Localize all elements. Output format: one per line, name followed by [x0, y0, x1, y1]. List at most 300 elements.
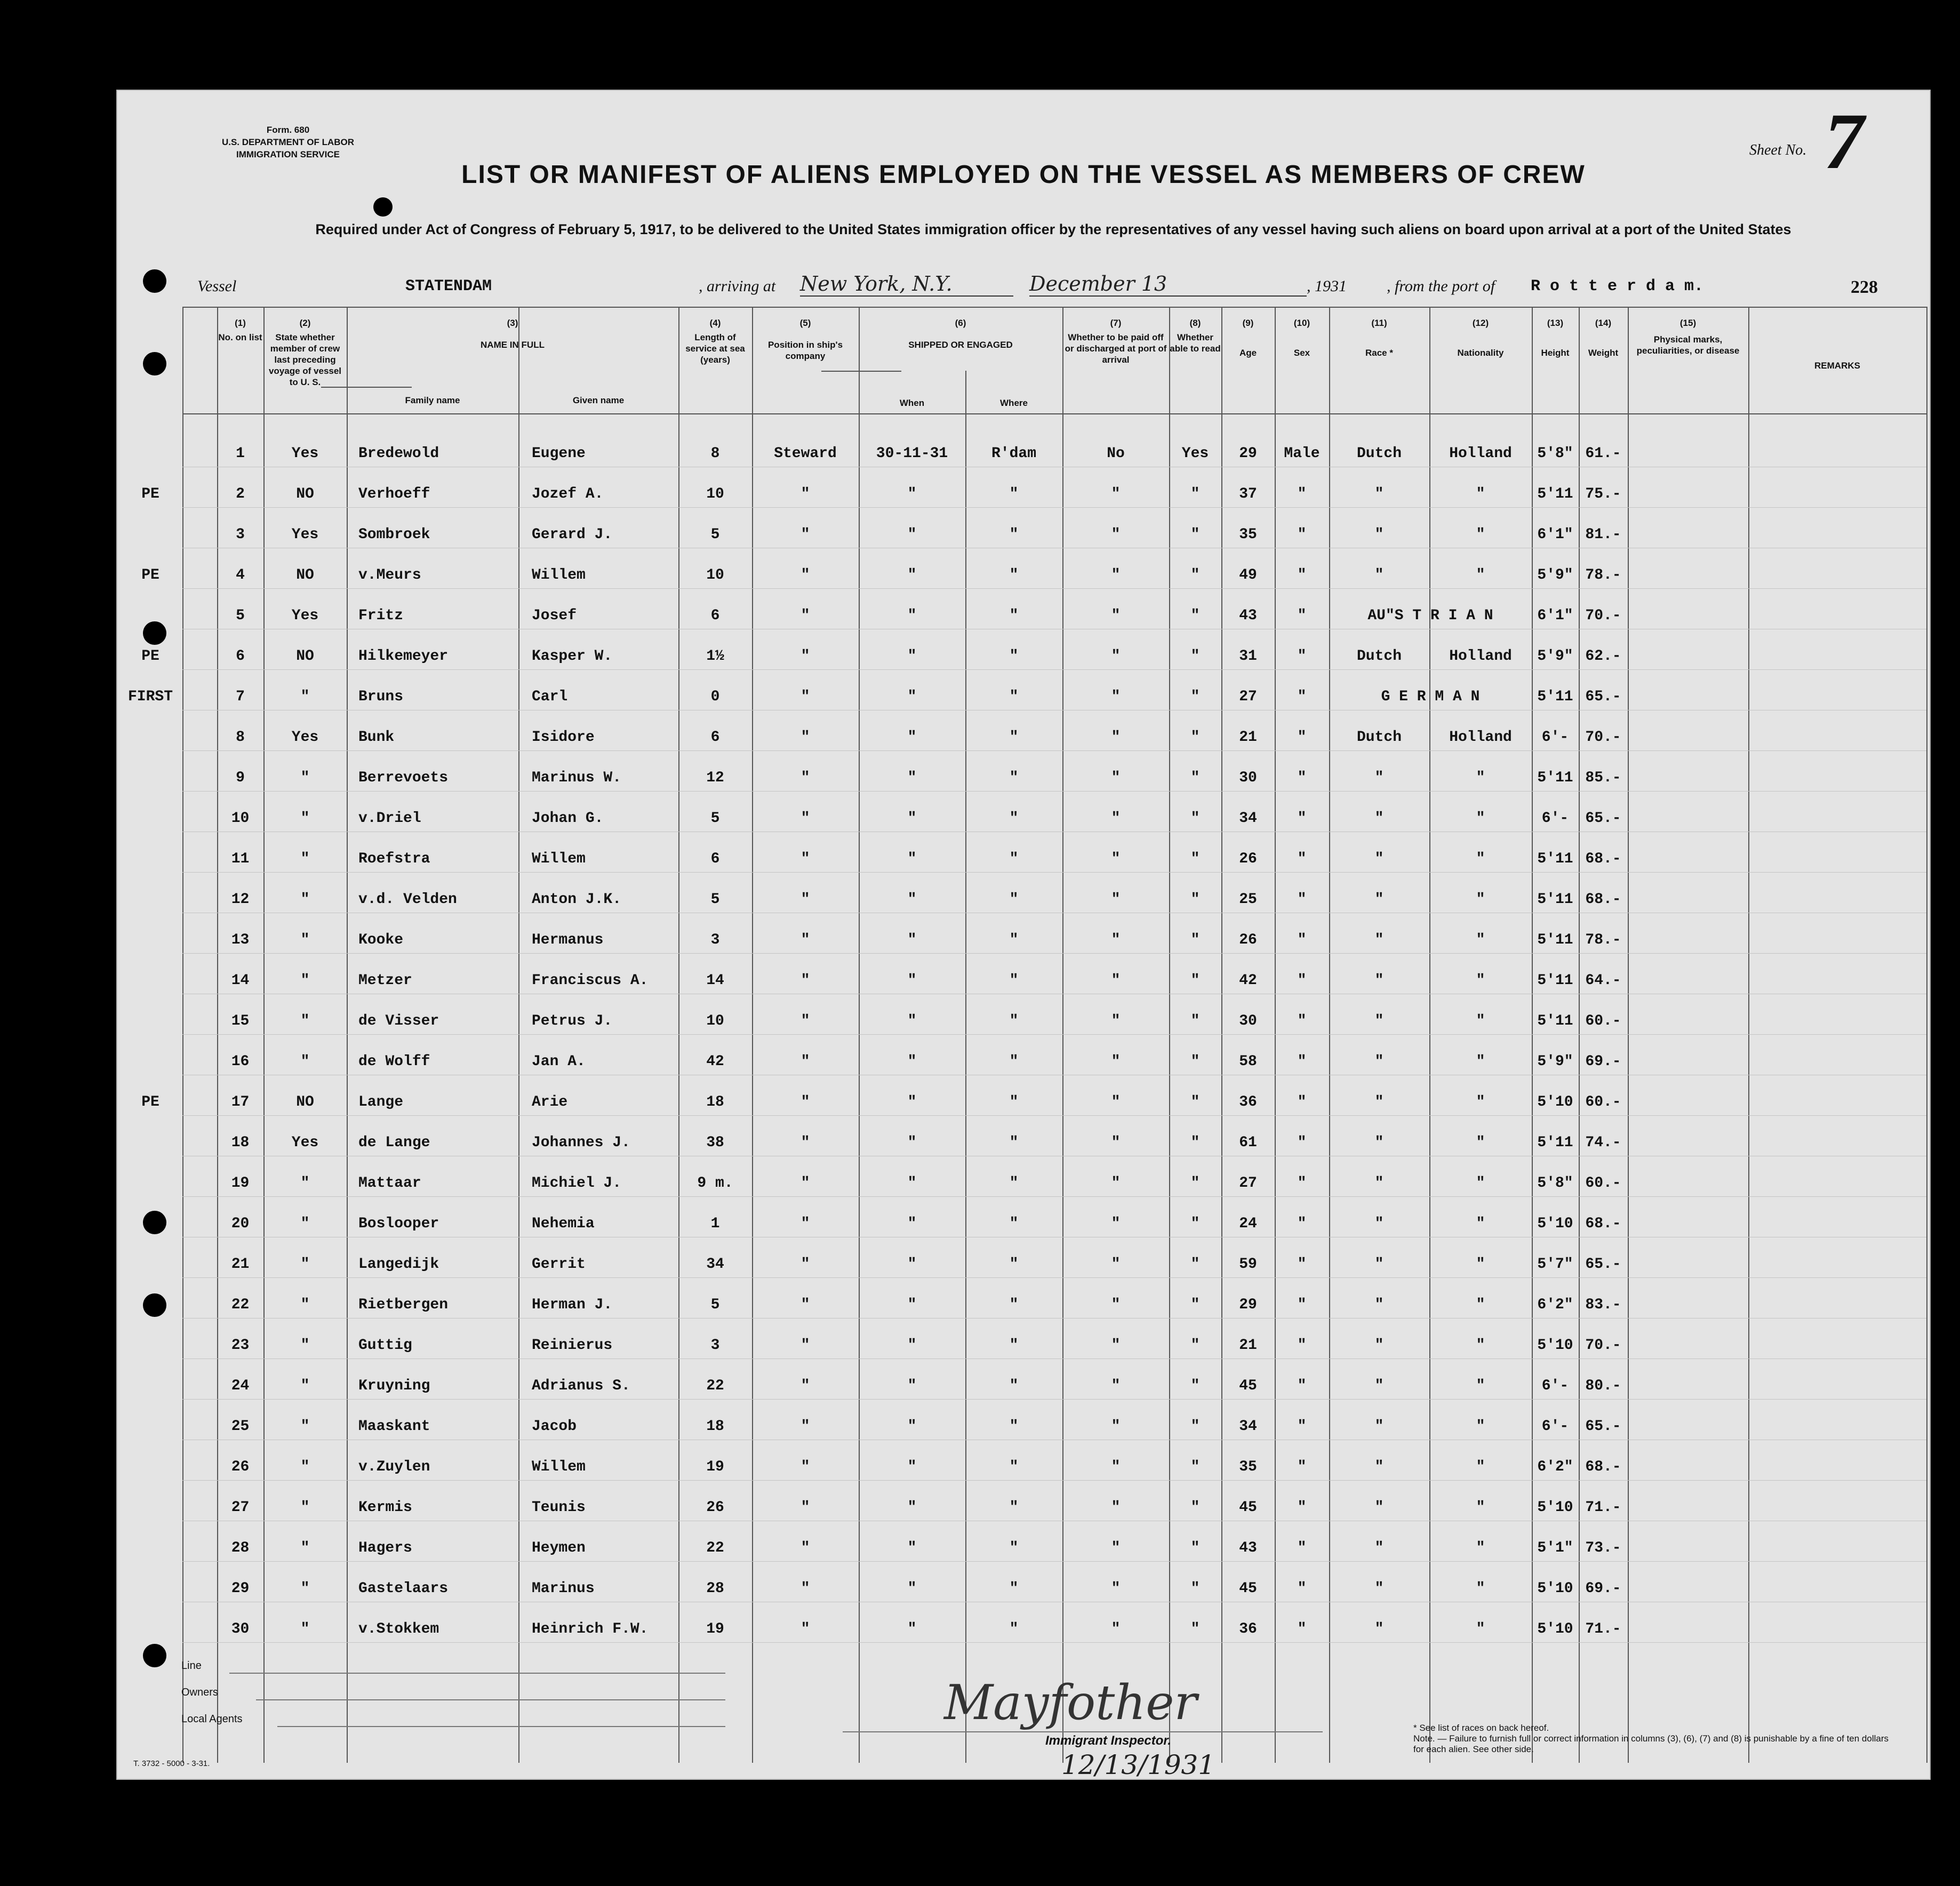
- cell-sex: ": [1297, 1297, 1307, 1313]
- cell-height: 5'10: [1537, 1094, 1573, 1110]
- header-shipped-or-engaged: [859, 317, 1062, 350]
- punch-hole: [373, 197, 393, 217]
- cell-position: ": [801, 1175, 810, 1192]
- cell-read: ": [1190, 648, 1200, 665]
- cell-weight: 71.-: [1585, 1621, 1621, 1637]
- cell-weight: 65.-: [1585, 689, 1621, 705]
- cell-nat: Holland: [1449, 648, 1512, 665]
- cell-where: ": [1009, 810, 1019, 827]
- cell-given: Marinus W.: [532, 770, 622, 786]
- cell-nat: ": [1476, 1499, 1485, 1516]
- cell-race: ": [1374, 1580, 1384, 1597]
- cell-paid: ": [1111, 770, 1121, 786]
- cell-service: 6: [710, 851, 720, 867]
- cell-given: Willem: [532, 851, 586, 867]
- inspector-signature: Mayfother: [944, 1675, 1197, 1731]
- cell-nat: ": [1476, 1013, 1485, 1029]
- cell-nat: ": [1476, 567, 1485, 584]
- cell-given: Michiel J.: [532, 1175, 622, 1192]
- header-family-name: Family name: [405, 395, 460, 405]
- cell-read: ": [1190, 689, 1200, 705]
- cell-given: Arie: [532, 1094, 568, 1110]
- cell-given: Isidore: [532, 729, 595, 746]
- cell-where: ": [1009, 972, 1019, 989]
- column-number: (11): [1371, 318, 1387, 328]
- cell-age: 45: [1239, 1580, 1257, 1597]
- cell-prev: Yes: [291, 1134, 319, 1151]
- cell-race: ": [1374, 1378, 1384, 1394]
- cell-read: ": [1190, 1499, 1200, 1516]
- cell-mark: PE: [141, 1094, 159, 1110]
- cell-given: Anton J.K.: [532, 891, 622, 908]
- cell-position: ": [801, 1621, 810, 1637]
- from-port: R o t t e r d a m.: [1531, 277, 1704, 295]
- department-name: U.S. DEPARTMENT OF LABOR: [221, 137, 355, 147]
- vessel-line: [160, 272, 1904, 304]
- cell-family: Berrevoets: [358, 770, 449, 786]
- row-rule: [182, 507, 1926, 508]
- cell-race: G E R M A N: [1381, 689, 1480, 705]
- cell-height: 5'7": [1537, 1256, 1573, 1273]
- cell-service: 0: [710, 689, 720, 705]
- cell-family: Metzer: [358, 972, 412, 989]
- col-rule: [518, 307, 519, 1763]
- cell-read: ": [1190, 1013, 1200, 1029]
- cell-weight: 74.-: [1585, 1134, 1621, 1151]
- row-rule: [182, 1034, 1926, 1035]
- cell-age: 29: [1239, 445, 1257, 462]
- cell-nat: ": [1476, 1053, 1485, 1070]
- cell-when: ": [907, 1094, 917, 1110]
- cell-no: 4: [236, 567, 245, 584]
- cell-paid: No: [1107, 445, 1125, 462]
- cell-mark: PE: [141, 648, 159, 665]
- row-rule: [182, 1115, 1926, 1116]
- cell-paid: ": [1111, 1337, 1121, 1354]
- cell-weight: 73.-: [1585, 1540, 1621, 1556]
- cell-prev: ": [300, 1459, 310, 1475]
- cell-sex: ": [1297, 1216, 1307, 1232]
- column-label: Age: [1239, 348, 1257, 358]
- cell-position: ": [801, 1297, 810, 1313]
- cell-position: ": [801, 648, 810, 665]
- cell-paid: ": [1111, 1459, 1121, 1475]
- cell-where: ": [1009, 648, 1019, 665]
- cell-paid: ": [1111, 1216, 1121, 1232]
- cell-height: 6'-: [1541, 729, 1569, 746]
- cell-race: ": [1374, 1337, 1384, 1354]
- row-rule: [182, 1480, 1926, 1481]
- cell-service: 9 m.: [697, 1175, 733, 1192]
- column-label: Whether to be paid off or discharged at port of arrival: [1065, 332, 1167, 365]
- cell-sex: ": [1297, 1337, 1307, 1354]
- cell-when: ": [907, 1216, 917, 1232]
- cell-age: 42: [1239, 972, 1257, 989]
- manifest-sheet: [116, 90, 1931, 1780]
- cell-paid: ": [1111, 689, 1121, 705]
- cell-age: 43: [1239, 608, 1257, 624]
- cell-nat: ": [1476, 770, 1485, 786]
- cell-when: ": [907, 526, 917, 543]
- cell-prev: ": [300, 1621, 310, 1637]
- cell-sex: ": [1297, 1013, 1307, 1029]
- cell-race: ": [1374, 932, 1384, 948]
- cell-race: ": [1374, 891, 1384, 908]
- cell-paid: ": [1111, 648, 1121, 665]
- header-previous-voyage: [263, 317, 347, 388]
- cell-paid: ": [1111, 1053, 1121, 1070]
- cell-race: ": [1374, 810, 1384, 827]
- cell-when: ": [907, 972, 917, 989]
- cell-sex: ": [1297, 526, 1307, 543]
- row-rule: [182, 1399, 1926, 1400]
- cell-height: 6'1": [1537, 608, 1573, 624]
- cell-prev: ": [300, 1580, 310, 1597]
- cell-nat: ": [1476, 1459, 1485, 1475]
- cell-read: ": [1190, 1337, 1200, 1354]
- header-able-to-read: [1169, 317, 1221, 354]
- cell-read: ": [1190, 608, 1200, 624]
- cell-no: 27: [231, 1499, 250, 1516]
- cell-prev: NO: [296, 567, 314, 584]
- cell-weight: 65.-: [1585, 1256, 1621, 1273]
- cell-family: Kruyning: [358, 1378, 430, 1394]
- cell-when: ": [907, 608, 917, 624]
- cell-prev: ": [300, 1216, 310, 1232]
- cell-given: Herman J.: [532, 1297, 613, 1313]
- cell-age: 61: [1239, 1134, 1257, 1151]
- cell-where: ": [1009, 1540, 1019, 1556]
- local-agents-field: [277, 1726, 725, 1727]
- cell-where: ": [1009, 567, 1019, 584]
- cell-race: Dutch: [1356, 729, 1402, 746]
- cell-position: ": [801, 1134, 810, 1151]
- cell-age: 37: [1239, 486, 1257, 502]
- cell-nat: ": [1476, 486, 1485, 502]
- cell-prev: ": [300, 891, 310, 908]
- cell-sex: ": [1297, 1580, 1307, 1597]
- cell-given: Marinus: [532, 1580, 595, 1597]
- cell-age: 58: [1239, 1053, 1257, 1070]
- cell-height: 5'10: [1537, 1216, 1573, 1232]
- cell-no: 8: [236, 729, 245, 746]
- cell-no: 17: [231, 1094, 250, 1110]
- cell-height: 5'1": [1537, 1540, 1573, 1556]
- punch-hole: [143, 621, 166, 645]
- cell-weight: 60.-: [1585, 1013, 1621, 1029]
- cell-read: ": [1190, 891, 1200, 908]
- cell-service: 26: [706, 1499, 724, 1516]
- cell-race: ": [1374, 1216, 1384, 1232]
- punch-hole: [143, 1211, 166, 1234]
- cell-family: Boslooper: [358, 1216, 439, 1232]
- column-label: Weight: [1588, 348, 1619, 358]
- punch-hole: [143, 352, 166, 375]
- cell-weight: 81.-: [1585, 526, 1621, 543]
- cell-age: 27: [1239, 1175, 1257, 1192]
- cell-no: 13: [231, 932, 250, 948]
- cell-position: ": [801, 891, 810, 908]
- row-rule: [182, 1196, 1926, 1197]
- cell-paid: ": [1111, 1418, 1121, 1435]
- column-number: (15): [1679, 318, 1697, 328]
- header-name-in-full: [347, 317, 678, 350]
- cell-where: ": [1009, 1580, 1019, 1597]
- cell-height: 5'11: [1537, 689, 1573, 705]
- cell-family: v.Stokkem: [358, 1621, 439, 1637]
- cell-no: 29: [231, 1580, 250, 1597]
- cell-read: ": [1190, 1621, 1200, 1637]
- cell-height: 5'10: [1537, 1621, 1573, 1637]
- cell-family: Verhoeff: [358, 486, 430, 502]
- cell-weight: 78.-: [1585, 567, 1621, 584]
- cell-read: ": [1190, 486, 1200, 502]
- cell-position: ": [801, 1094, 810, 1110]
- arrival-port: New York, N.Y.: [800, 272, 1013, 297]
- cell-position: ": [801, 770, 810, 786]
- cell-where: ": [1009, 1175, 1019, 1192]
- cell-age: 35: [1239, 1459, 1257, 1475]
- cell-height: 5'11: [1537, 932, 1573, 948]
- column-label: NAME IN FULL: [481, 340, 545, 350]
- cell-when: ": [907, 851, 917, 867]
- cell-when: ": [907, 1459, 917, 1475]
- cell-prev: ": [300, 972, 310, 989]
- cell-sex: ": [1297, 1499, 1307, 1516]
- cell-paid: ": [1111, 1621, 1121, 1637]
- cell-prev: ": [300, 1175, 310, 1192]
- cell-race: ": [1374, 1094, 1384, 1110]
- cell-height: 5'9": [1537, 648, 1573, 665]
- cell-race: AU"S T R I A N: [1367, 608, 1493, 624]
- cell-race: Dutch: [1356, 445, 1402, 462]
- cell-paid: ": [1111, 1540, 1121, 1556]
- cell-sex: ": [1297, 729, 1307, 746]
- cell-prev: NO: [296, 1094, 314, 1110]
- cell-prev: ": [300, 1418, 310, 1435]
- sheet-number: 7: [1824, 97, 1864, 186]
- cell-read: ": [1190, 1094, 1200, 1110]
- cell-age: 24: [1239, 1216, 1257, 1232]
- cell-paid: ": [1111, 1256, 1121, 1273]
- cell-sex: ": [1297, 486, 1307, 502]
- header-given-name: Given name: [572, 395, 625, 405]
- cell-paid: ": [1111, 1297, 1121, 1313]
- column-label: Physical marks, peculiarities, or disease: [1636, 334, 1740, 356]
- owners-label: Owners: [181, 1687, 218, 1698]
- cell-position: ": [801, 567, 810, 584]
- cell-when: ": [907, 891, 917, 908]
- cell-family: Bredewold: [358, 445, 439, 462]
- cell-age: 43: [1239, 1540, 1257, 1556]
- cell-when: ": [907, 1053, 917, 1070]
- cell-position: ": [801, 526, 810, 543]
- cell-service: 1½: [706, 648, 724, 665]
- cell-read: ": [1190, 1418, 1200, 1435]
- cell-prev: ": [300, 1256, 310, 1273]
- cell-age: 29: [1239, 1297, 1257, 1313]
- cell-family: Fritz: [358, 608, 404, 624]
- cell-family: de Wolff: [358, 1053, 430, 1070]
- cell-read: ": [1190, 1134, 1200, 1151]
- cell-service: 10: [706, 567, 724, 584]
- cell-read: ": [1190, 1459, 1200, 1475]
- cell-when: ": [907, 1580, 917, 1597]
- cell-weight: 69.-: [1585, 1053, 1621, 1070]
- cell-race: ": [1374, 567, 1384, 584]
- cell-sex: ": [1297, 1459, 1307, 1475]
- cell-given: Heinrich F.W.: [532, 1621, 649, 1637]
- cell-no: 26: [231, 1459, 250, 1475]
- arriving-label: , arriving at: [699, 277, 776, 295]
- cell-paid: ": [1111, 851, 1121, 867]
- cell-where: ": [1009, 1216, 1019, 1232]
- cell-family: Rietbergen: [358, 1297, 449, 1313]
- cell-family: Maaskant: [358, 1418, 430, 1435]
- row-rule: [182, 791, 1926, 792]
- cell-service: 34: [706, 1256, 724, 1273]
- col-rule: [1926, 307, 1927, 1763]
- cell-paid: ": [1111, 1134, 1121, 1151]
- list-number: 228: [1851, 277, 1878, 297]
- col-rule: [182, 307, 183, 1763]
- cell-prev: Yes: [291, 445, 319, 462]
- cell-where: ": [1009, 1134, 1019, 1151]
- cell-family: v.d. Velden: [358, 891, 457, 908]
- print-code: T. 3732 - 5000 - 3-31.: [133, 1759, 210, 1768]
- cell-where: R'dam: [991, 445, 1036, 462]
- cell-weight: 68.-: [1585, 891, 1621, 908]
- cell-position: ": [801, 689, 810, 705]
- cell-where: ": [1009, 932, 1019, 948]
- cell-sex: ": [1297, 932, 1307, 948]
- row-rule: [182, 1642, 1926, 1643]
- cell-age: 59: [1239, 1256, 1257, 1273]
- cell-prev: ": [300, 689, 310, 705]
- cell-sex: ": [1297, 810, 1307, 827]
- cell-where: ": [1009, 1297, 1019, 1313]
- cell-family: Sombroek: [358, 526, 430, 543]
- cell-weight: 68.-: [1585, 1459, 1621, 1475]
- cell-race: ": [1374, 526, 1384, 543]
- cell-weight: 60.-: [1585, 1175, 1621, 1192]
- column-number: (13): [1547, 318, 1564, 328]
- cell-weight: 61.-: [1585, 445, 1621, 462]
- cell-sex: ": [1297, 891, 1307, 908]
- sheet-number-label: Sheet No.: [1749, 142, 1807, 158]
- cell-prev: ": [300, 1053, 310, 1070]
- cell-sex: ": [1297, 648, 1307, 665]
- cell-sex: ": [1297, 851, 1307, 867]
- cell-given: Gerard J.: [532, 526, 613, 543]
- cell-position: ": [801, 729, 810, 746]
- cell-no: 18: [231, 1134, 250, 1151]
- cell-height: 5'11: [1537, 486, 1573, 502]
- cell-age: 25: [1239, 891, 1257, 908]
- cell-when: ": [907, 1540, 917, 1556]
- header-height: [1532, 317, 1579, 358]
- cell-position: ": [801, 932, 810, 948]
- cell-nat: ": [1476, 1175, 1485, 1192]
- cell-age: 35: [1239, 526, 1257, 543]
- cell-family: Hilkemeyer: [358, 648, 449, 665]
- cell-race: ": [1374, 1053, 1384, 1070]
- cell-where: ": [1009, 1418, 1019, 1435]
- cell-position: ": [801, 1378, 810, 1394]
- cell-service: 3: [710, 932, 720, 948]
- cell-sex: ": [1297, 608, 1307, 624]
- cell-position: ": [801, 1459, 810, 1475]
- cell-no: 23: [231, 1337, 250, 1354]
- cell-sex: ": [1297, 1256, 1307, 1273]
- cell-paid: ": [1111, 526, 1121, 543]
- punch-hole: [143, 1644, 166, 1667]
- cell-age: 30: [1239, 770, 1257, 786]
- cell-position: ": [801, 972, 810, 989]
- arrival-year: , 1931: [1307, 277, 1347, 295]
- cell-position: ": [801, 1418, 810, 1435]
- cell-where: ": [1009, 526, 1019, 543]
- cell-weight: 62.-: [1585, 648, 1621, 665]
- cell-race: ": [1374, 1621, 1384, 1637]
- cell-prev: ": [300, 1540, 310, 1556]
- cell-when: ": [907, 770, 917, 786]
- cell-no: 7: [236, 689, 245, 705]
- cell-paid: ": [1111, 1580, 1121, 1597]
- row-rule: [182, 750, 1926, 751]
- form-identifier: [197, 124, 379, 161]
- column-number: (8): [1189, 318, 1201, 328]
- header-paid-off: [1062, 317, 1169, 365]
- cell-when: ": [907, 1499, 917, 1516]
- punch-hole: [143, 1293, 166, 1317]
- cell-race: ": [1374, 1418, 1384, 1435]
- cell-given: Josef: [532, 608, 577, 624]
- cell-no: 28: [231, 1540, 250, 1556]
- column-number: (3): [507, 318, 518, 328]
- cell-read: ": [1190, 851, 1200, 867]
- column-number: (7): [1110, 318, 1122, 328]
- cell-no: 24: [231, 1378, 250, 1394]
- cell-race: ": [1374, 972, 1384, 989]
- inspector-signature-field: [843, 1731, 1323, 1732]
- cell-service: 3: [710, 1337, 720, 1354]
- cell-height: 6'2": [1537, 1297, 1573, 1313]
- cell-prev: ": [300, 1013, 310, 1029]
- cell-weight: 70.-: [1585, 729, 1621, 746]
- row-rule: [182, 1277, 1926, 1278]
- column-label: Race *: [1365, 348, 1393, 358]
- cell-weight: 80.-: [1585, 1378, 1621, 1394]
- cell-no: 9: [236, 770, 245, 786]
- cell-when: ": [907, 1013, 917, 1029]
- cell-paid: ": [1111, 1499, 1121, 1516]
- cell-given: Franciscus A.: [532, 972, 649, 989]
- cell-sex: ": [1297, 1378, 1307, 1394]
- cell-where: ": [1009, 1053, 1019, 1070]
- cell-service: 5: [710, 1297, 720, 1313]
- cell-weight: 75.-: [1585, 486, 1621, 502]
- cell-paid: ": [1111, 810, 1121, 827]
- cell-service: 14: [706, 972, 724, 989]
- cell-where: ": [1009, 851, 1019, 867]
- cell-age: 49: [1239, 567, 1257, 584]
- cell-where: ": [1009, 689, 1019, 705]
- cell-prev: Yes: [291, 729, 319, 746]
- cell-no: 19: [231, 1175, 250, 1192]
- cell-age: 27: [1239, 689, 1257, 705]
- header-length-of-service: [678, 317, 752, 365]
